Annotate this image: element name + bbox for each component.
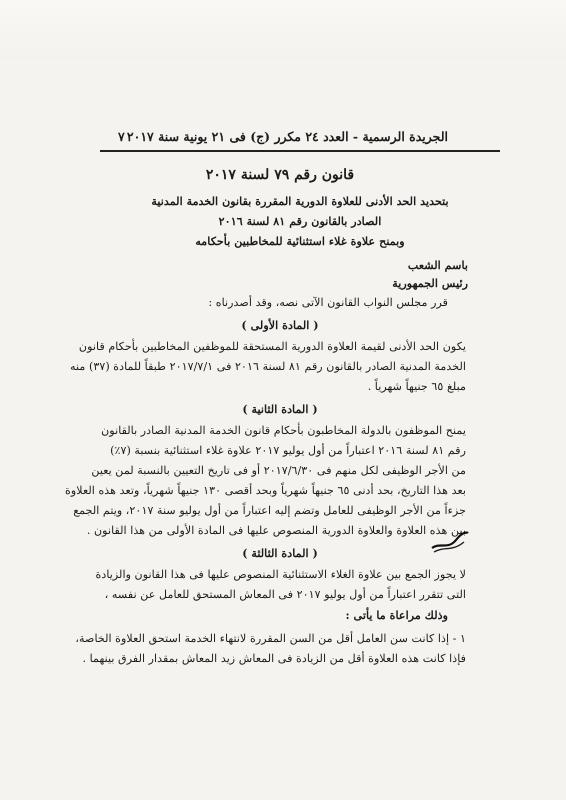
article-3-line-3: وذلك مراعاة ما يأتى :	[345, 608, 448, 622]
article-2-line-4: بعد هذا التاريخ، بحد أدنى ٦٥ جنيهاً شهرياً وبحد أقصى ١٣٠ جنيهاً شهرياً، وتعد هذه العلاوة	[65, 484, 466, 497]
article-2-line-1: يمنح الموظفون بالدولة المخاطبون بأحكام قانون الخدمة المدنية الصادر بالقانون	[101, 424, 466, 437]
article-3-line-2: التى تتقرر اعتباراً من أول يوليو ٢٠١٧ فى المعاش المستحق للعامل عن نفسه ،	[104, 588, 466, 601]
name-of-people: باسم الشعب	[407, 258, 468, 272]
gazette-header	[118, 126, 448, 146]
law-subtitle-line-1: بتحديد الحد الأدنى للعلاوة الدورية المقررة بقانون الخدمة المدنية	[151, 194, 449, 208]
article-1-line-3: مبلغ ٦٥ جنيهاً شهرياً .	[367, 380, 466, 393]
law-title: قانون رقم ٧٩ لسنة ٢٠١٧	[205, 167, 355, 183]
article-1-line-2: الخدمة المدنية الصادر بالقانون رقم ٨١ لسنة ٢٠١٦ فى ٢٠١٧/٧/١ طبقاً للمادة (٣٧) منه	[70, 360, 466, 373]
article-1-heading: ( المادة الأولى )	[241, 318, 319, 332]
article-3-heading: ( المادة الثالثة )	[242, 546, 318, 560]
president-heading: رئيس الجمهورية	[392, 276, 468, 290]
article-2-heading: ( المادة الثانية )	[242, 402, 318, 416]
article-3-line-1: لا يجوز الجمع بين علاوة الغلاء الاستثنائية المنصوص عليها فى هذا القانون والزيادة	[95, 568, 466, 581]
article-2-line-2: رقم ٨١ لسنة ٢٠١٦ اعتباراً من أول يوليو ٢٠١٧ علاوة غلاء استثنائية بنسبة (٧٪)	[110, 444, 466, 457]
law-subtitle-line-2: الصادر بالقانون رقم ٨١ لسنة ٢٠١٦	[218, 214, 382, 228]
article-2-line-5: جزءاً من الأجر الوظيفى للعامل وتضم إليه اعتباراً من أول يوليو سنة ٢٠١٧، ويتم الجمع	[73, 504, 466, 517]
article-3-item-1-line-1: ١ - إذا كانت سن العامل أقل من السن المقررة لانتهاء الخدمة استحق العلاوة الخاصة،	[75, 632, 466, 645]
pen-mark-icon	[430, 528, 470, 554]
decree-text: قرر مجلس النواب القانون الآتى نصه، وقد أصدرناه :	[208, 296, 448, 309]
header-rule	[100, 150, 500, 152]
article-2-line-3: من الأجر الوظيفى لكل منهم فى ٢٠١٧/٦/٣٠ أو فى تاريخ التعيين بالنسبة لمن يعين	[91, 464, 466, 477]
page-number: ٧	[118, 128, 125, 144]
law-subtitle-line-3: وبمنح علاوة غلاء استثنائية للمخاطبين بأحكامه	[195, 234, 405, 248]
gazette-header-text: الجريدة الرسمية - العدد ٢٤ مكرر (ج) فى ٢١ يونية سنة ٢٠١٧	[126, 128, 448, 144]
article-3-item-1-line-2: فإذا كانت هذه العلاوة أقل من الزيادة فى المعاش زيد المعاش بمقدار الفرق بينهما .	[82, 652, 466, 665]
article-2-line-6: بين هذه العلاوة والعلاوة الدورية المنصوص عليها فى المادة الأولى من هذا القانون .	[86, 524, 466, 537]
page-top-margin	[0, 0, 566, 60]
article-1-line-1: يكون الحد الأدنى لقيمة العلاوة الدورية المستحقة للموظفين المخاطبين بأحكام قانون	[78, 340, 466, 353]
